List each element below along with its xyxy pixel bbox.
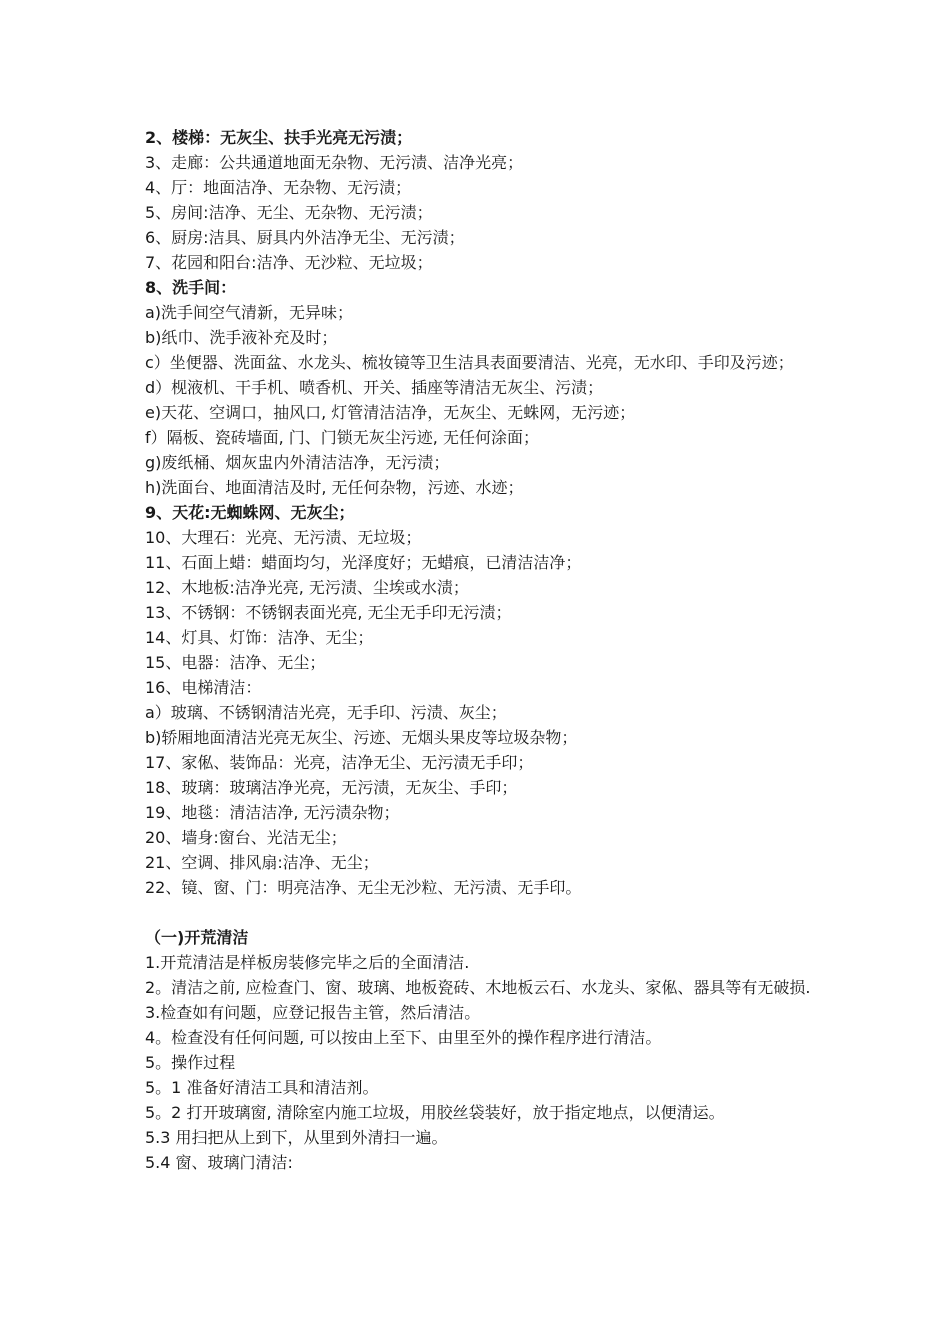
text-line: 4、厅：地面洁净、无杂物、无污渍；: [145, 178, 412, 197]
text-line: 3.检查如有问题，应登记报告主管，然后清洁。: [145, 1003, 481, 1022]
text-line: 5。2 打开玻璃窗, 清除室内施工垃圾，用胶丝袋装好，放于指定地点，以便清运。: [145, 1103, 725, 1122]
paragraph-gap: [145, 900, 815, 925]
text-line: 17、家俬、装饰品：光亮，洁净无尘、无污渍无手印；: [145, 753, 534, 772]
text-line: g)废纸桶、烟灰盅内外清洁洁净，无污渍；: [145, 453, 450, 472]
text-line: 11、石面上蜡：蜡面均匀，光泽度好；无蜡痕，已清洁洁净；: [145, 553, 582, 572]
section-heading-line: （一)开荒清洁: [145, 928, 249, 947]
text-line: 7、花园和阳台:洁净、无沙粒、无垃圾；: [145, 253, 433, 272]
text-line: c）坐便器、洗面盆、水龙头、梳妆镜等卫生洁具表面要清洁、光亮，无水印、手印及污迹；: [145, 353, 794, 372]
text-line: 15、电器：洁净、无尘；: [145, 653, 326, 672]
text-line: f）隔板、瓷砖墙面, 门、门锁无灰尘污迹, 无任何涂面；: [145, 428, 539, 447]
section-heading-line: 8、洗手间：: [145, 278, 237, 297]
text-line: 13、不锈钢：不锈钢表面光亮, 无尘无手印无污渍；: [145, 603, 512, 622]
text-line: 1.开荒清洁是样板房装修完毕之后的全面清洁.: [145, 953, 470, 972]
text-line: b)纸巾、洗手液补充及时；: [145, 328, 338, 347]
text-line: 5.4 窗、玻璃门清洁:: [145, 1153, 293, 1172]
text-line: 3、走廊：公共通道地面无杂物、无污渍、洁净光亮；: [145, 153, 524, 172]
text-line: 21、空调、排风扇:洁净、无尘；: [145, 853, 379, 872]
text-line: a）玻璃、不锈钢清洁光亮，无手印、污渍、灰尘；: [145, 703, 507, 722]
text-line: e)天花、空调口，抽风口, 灯管清洁洁净，无灰尘、无蛛网，无污迹；: [145, 403, 636, 422]
text-line: 5。1 准备好清洁工具和清洁剂。: [145, 1078, 379, 1097]
text-line: 6、厨房:洁具、厨具内外洁净无尘、无污渍；: [145, 228, 465, 247]
text-line: d）枧液机、干手机、喷香机、开关、插座等清洁无灰尘、污渍；: [145, 378, 604, 397]
section-heading-line: 9、天花:无蜘蛛网、无灰尘；: [145, 503, 355, 522]
text-line: 5。操作过程: [145, 1053, 236, 1072]
text-line: 18、玻璃：玻璃洁净光亮，无污渍，无灰尘、手印；: [145, 778, 518, 797]
text-line: b)轿厢地面清洁光亮无灰尘、污迹、无烟头果皮等垃圾杂物；: [145, 728, 578, 747]
document-body: [145, 125, 815, 1175]
text-line: a)洗手间空气清新，无异味；: [145, 303, 354, 322]
text-line: h)洗面台、地面清洁及时, 无任何杂物，污迹、水迹；: [145, 478, 524, 497]
text-line: 20、墙身:窗台、光洁无尘；: [145, 828, 347, 847]
text-line: 10、大理石：光亮、无污渍、无垃圾；: [145, 528, 422, 547]
text-line: 5.3 用扫把从上到下，从里到外清扫一遍。: [145, 1128, 448, 1147]
text-line: 19、地毯：清洁洁净, 无污渍杂物；: [145, 803, 400, 822]
text-line: 5、房间:洁净、无尘、无杂物、无污渍；: [145, 203, 433, 222]
text-line: 16、电梯清洁：: [145, 678, 262, 697]
text-line: 2。清洁之前, 应检查门、窗、玻璃、地板瓷砖、木地板云石、水龙头、家俬、器具等有无破损.: [145, 978, 811, 997]
text-line: 22、镜、窗、门：明亮洁净、无尘无沙粒、无污渍、无手印。: [145, 878, 582, 897]
text-line: 12、木地板:洁净光亮, 无污渍、尘埃或水渍；: [145, 578, 469, 597]
section-heading-line: 2、楼梯：无灰尘、扶手光亮无污渍；: [145, 128, 413, 147]
text-line: 4。检查没有任何问题, 可以按由上至下、由里至外的操作程序进行清洁。: [145, 1028, 662, 1047]
text-line: 14、灯具、灯饰：洁净、无尘；: [145, 628, 374, 647]
